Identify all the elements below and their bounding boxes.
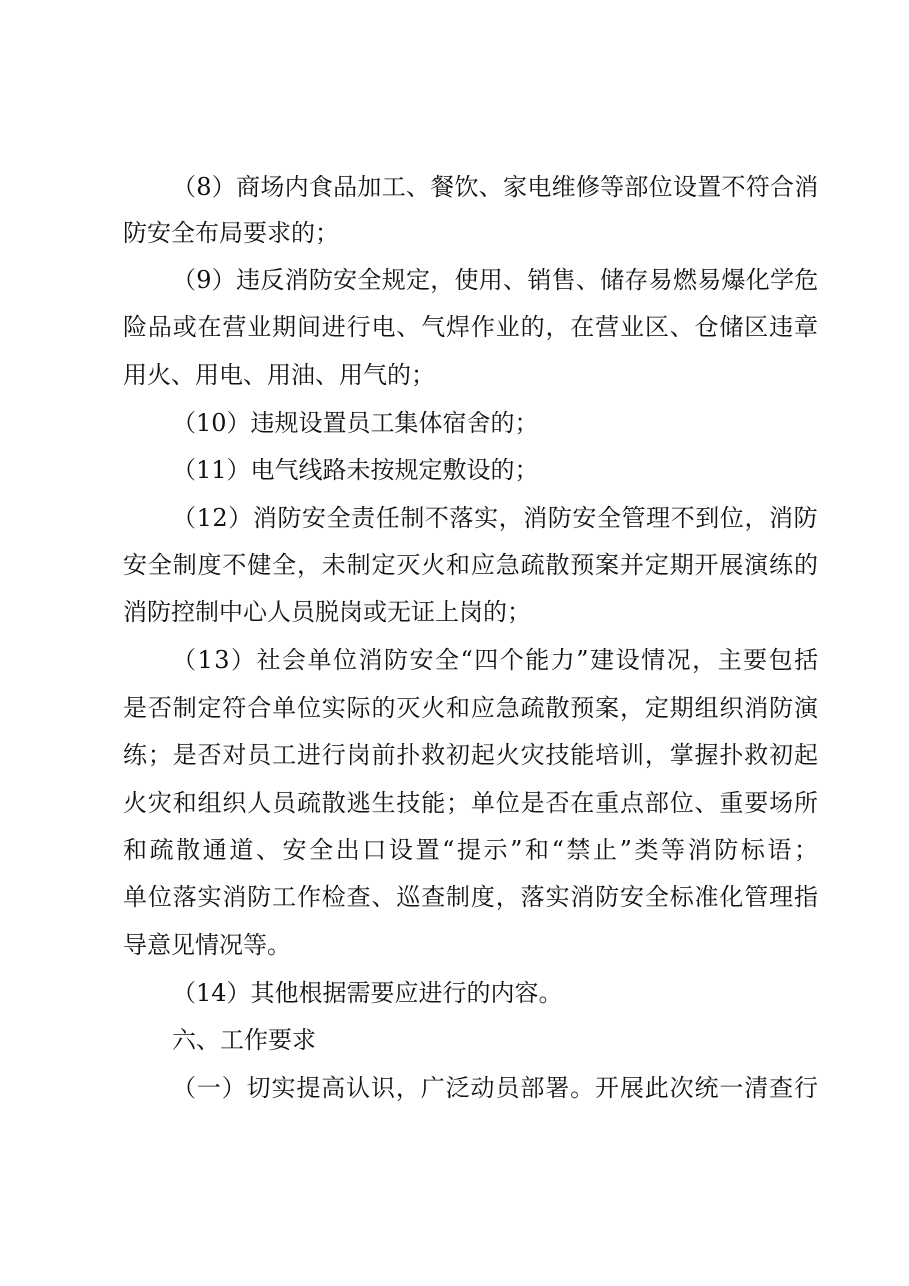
requirement-1-line-1: （一）切实提高认识，广泛动员部署。开展此次统一清查行 — [172, 1074, 819, 1102]
paragraph-14-line-1: （14）其他根据需要应进行的内容。 — [172, 979, 563, 1007]
paragraph-8-line-1: （8）商场内食品加工、餐饮、家电维修等部位设置不符合消 — [172, 173, 819, 201]
paragraph-13-line-6: 单位落实消防工作检查、巡查制度，落实消防安全标准化管理指 — [123, 883, 819, 911]
paragraph-13-line-7: 导意见情况等。 — [123, 931, 291, 959]
paragraph-13-line-3: 练；是否对员工进行岗前扑救初起火灾技能培训，掌握扑救初起 — [123, 741, 819, 769]
paragraph-10-line-1: （10）违规设置员工集体宿舍的； — [172, 409, 539, 437]
paragraph-9-line-2: 险品或在营业期间进行电、气焊作业的，在营业区、仓储区违章 — [123, 313, 819, 341]
paragraph-13-line-2: 是否制定符合单位实际的灭火和应急疏散预案，定期组织消防演 — [123, 694, 819, 722]
paragraph-9-line-3: 用火、用电、用油、用气的； — [123, 361, 435, 389]
paragraph-12-line-1: （12）消防安全责任制不落实，消防安全管理不到位，消防 — [172, 504, 819, 532]
paragraph-13-line-5: 和疏散通道、安全出口设置“提示”和“禁止”类等消防标语； — [123, 836, 821, 864]
paragraph-11-line-1: （11）电气线路未按规定敷设的； — [172, 456, 539, 484]
section-heading-work-requirements: 六、工作要求 — [172, 1026, 316, 1054]
paragraph-12-line-2: 安全制度不健全，未制定灭火和应急疏散预案并定期开展演练的 — [123, 551, 819, 579]
paragraph-12-line-3: 消防控制中心人员脱岗或无证上岗的； — [123, 598, 531, 626]
paragraph-9-line-1: （9）违反消防安全规定，使用、销售、储存易燃易爆化学危 — [172, 266, 819, 294]
paragraph-8-line-2: 防安全布局要求的； — [123, 219, 339, 247]
paragraph-13-line-4: 火灾和组织人员疏散逃生技能；单位是否在重点部位、重要场所 — [123, 789, 819, 817]
paragraph-13-line-1: （13）社会单位消防安全“四个能力”建设情况，主要包括 — [172, 646, 820, 674]
